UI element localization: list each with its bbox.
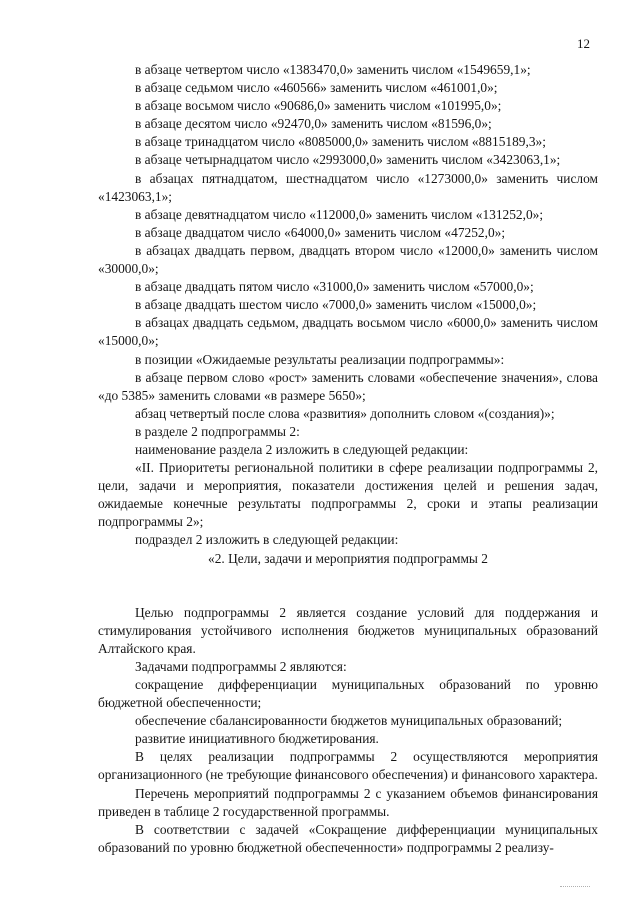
- blank-gap: [98, 568, 598, 604]
- paragraph: в абзаце четвертом число «1383470,0» заменить числом «1549659,1»;: [135, 62, 531, 77]
- quoted-section-title: «II. Приоритеты региональной политики в сфере реализации подпрограммы 2, цели, задачи и мероприятия, показатели достижения целей и решения задач, ожидаемые конечные результаты подпрограммы 2, сроки и этапы реализации подпрограммы 2»;: [98, 460, 598, 530]
- paragraph: абзац четвертый после слова «развития» дополнить словом «(создания)»;: [135, 405, 555, 421]
- section-heading: «2. Цели, задачи и мероприятия подпрограммы 2: [208, 550, 488, 566]
- paragraph: наименование раздела 2 изложить в следующей редакции:: [135, 441, 469, 457]
- page-number: 12: [577, 36, 590, 51]
- paragraph: в абзацах пятнадцатом, шестнадцатом число «1273000,0» заменить числом «1423063,1»;: [98, 170, 598, 204]
- paragraph: в абзаце тринадцатом число «8085000,0» заменить числом «8815189,3»;: [135, 134, 546, 150]
- paragraph: в абзаце двадцать пятом число «31000,0» заменить числом «57000,0»;: [135, 279, 534, 295]
- paragraph: в абзацах двадцать седьмом, двадцать восьмом число «6000,0» заменить числом «15000,0»;: [98, 315, 598, 349]
- paragraph: обеспечение сбалансированности бюджетов муниципальных образований;: [135, 713, 563, 729]
- paragraph: в абзацах двадцать первом, двадцать втором число «12000,0» заменить числом «30000,0»;: [98, 242, 598, 277]
- paragraph: Целью подпрограммы 2 является создание условий для поддержания и стимулирования устойчивого исполнения бюджетов муниципальных образований Алтайского края.: [98, 604, 598, 656]
- paragraph: сокращение дифференциации муниципальных образований по уровню бюджетной обеспеченности;: [98, 677, 598, 711]
- document-body: [98, 61, 598, 857]
- paragraph: в абзаце четырнадцатом число «2993000,0» заменить числом «3423063,1»;: [135, 152, 561, 168]
- paragraph: в абзаце девятнадцатом число «112000,0» заменить числом «131252,0»;: [135, 206, 544, 222]
- paragraph: развитие инициативного бюджетирования.: [135, 731, 379, 747]
- paragraph: в абзаце двадцатом число «64000,0» заменить числом «47252,0»;: [135, 224, 506, 240]
- paragraph: в абзаце первом слово «рост» заменить словами «обеспечение значения», слова «до 5385» заменить словами «в размере 5650»;: [98, 369, 598, 403]
- scan-artifact: [560, 884, 590, 887]
- paragraph: В соответствии с задачей «Сокращение дифференциации муниципальных образований по уровню бюджетной обеспеченности» подпрограммы 2 реализу-: [98, 821, 598, 855]
- paragraph: в абзаце двадцать шестом число «7000,0» заменить числом «15000,0»;: [135, 297, 537, 313]
- paragraph: подраздел 2 изложить в следующей редакции:: [135, 532, 399, 548]
- paragraph: Задачами подпрограммы 2 являются:: [135, 658, 347, 674]
- paragraph: в абзаце восьмом число «90686,0» заменить числом «101995,0»;: [135, 98, 502, 114]
- paragraph: В целях реализации подпрограммы 2 осуществляются мероприятия организационного (не требующие финансового обеспечения) и финансового характера.: [98, 749, 598, 783]
- paragraph: в абзаце седьмом число «460566» заменить числом «461001,0»;: [135, 80, 498, 96]
- paragraph: в позиции «Ожидаемые результаты реализации подпрограммы»:: [135, 351, 505, 367]
- paragraph: в абзаце десятом число «92470,0» заменить числом «81596,0»;: [135, 116, 492, 132]
- paragraph: Перечень мероприятий подпрограммы 2 с указанием объемов финансирования приведен в таблице 2 государственной программы.: [98, 785, 598, 819]
- paragraph: в разделе 2 подпрограммы 2:: [135, 423, 300, 439]
